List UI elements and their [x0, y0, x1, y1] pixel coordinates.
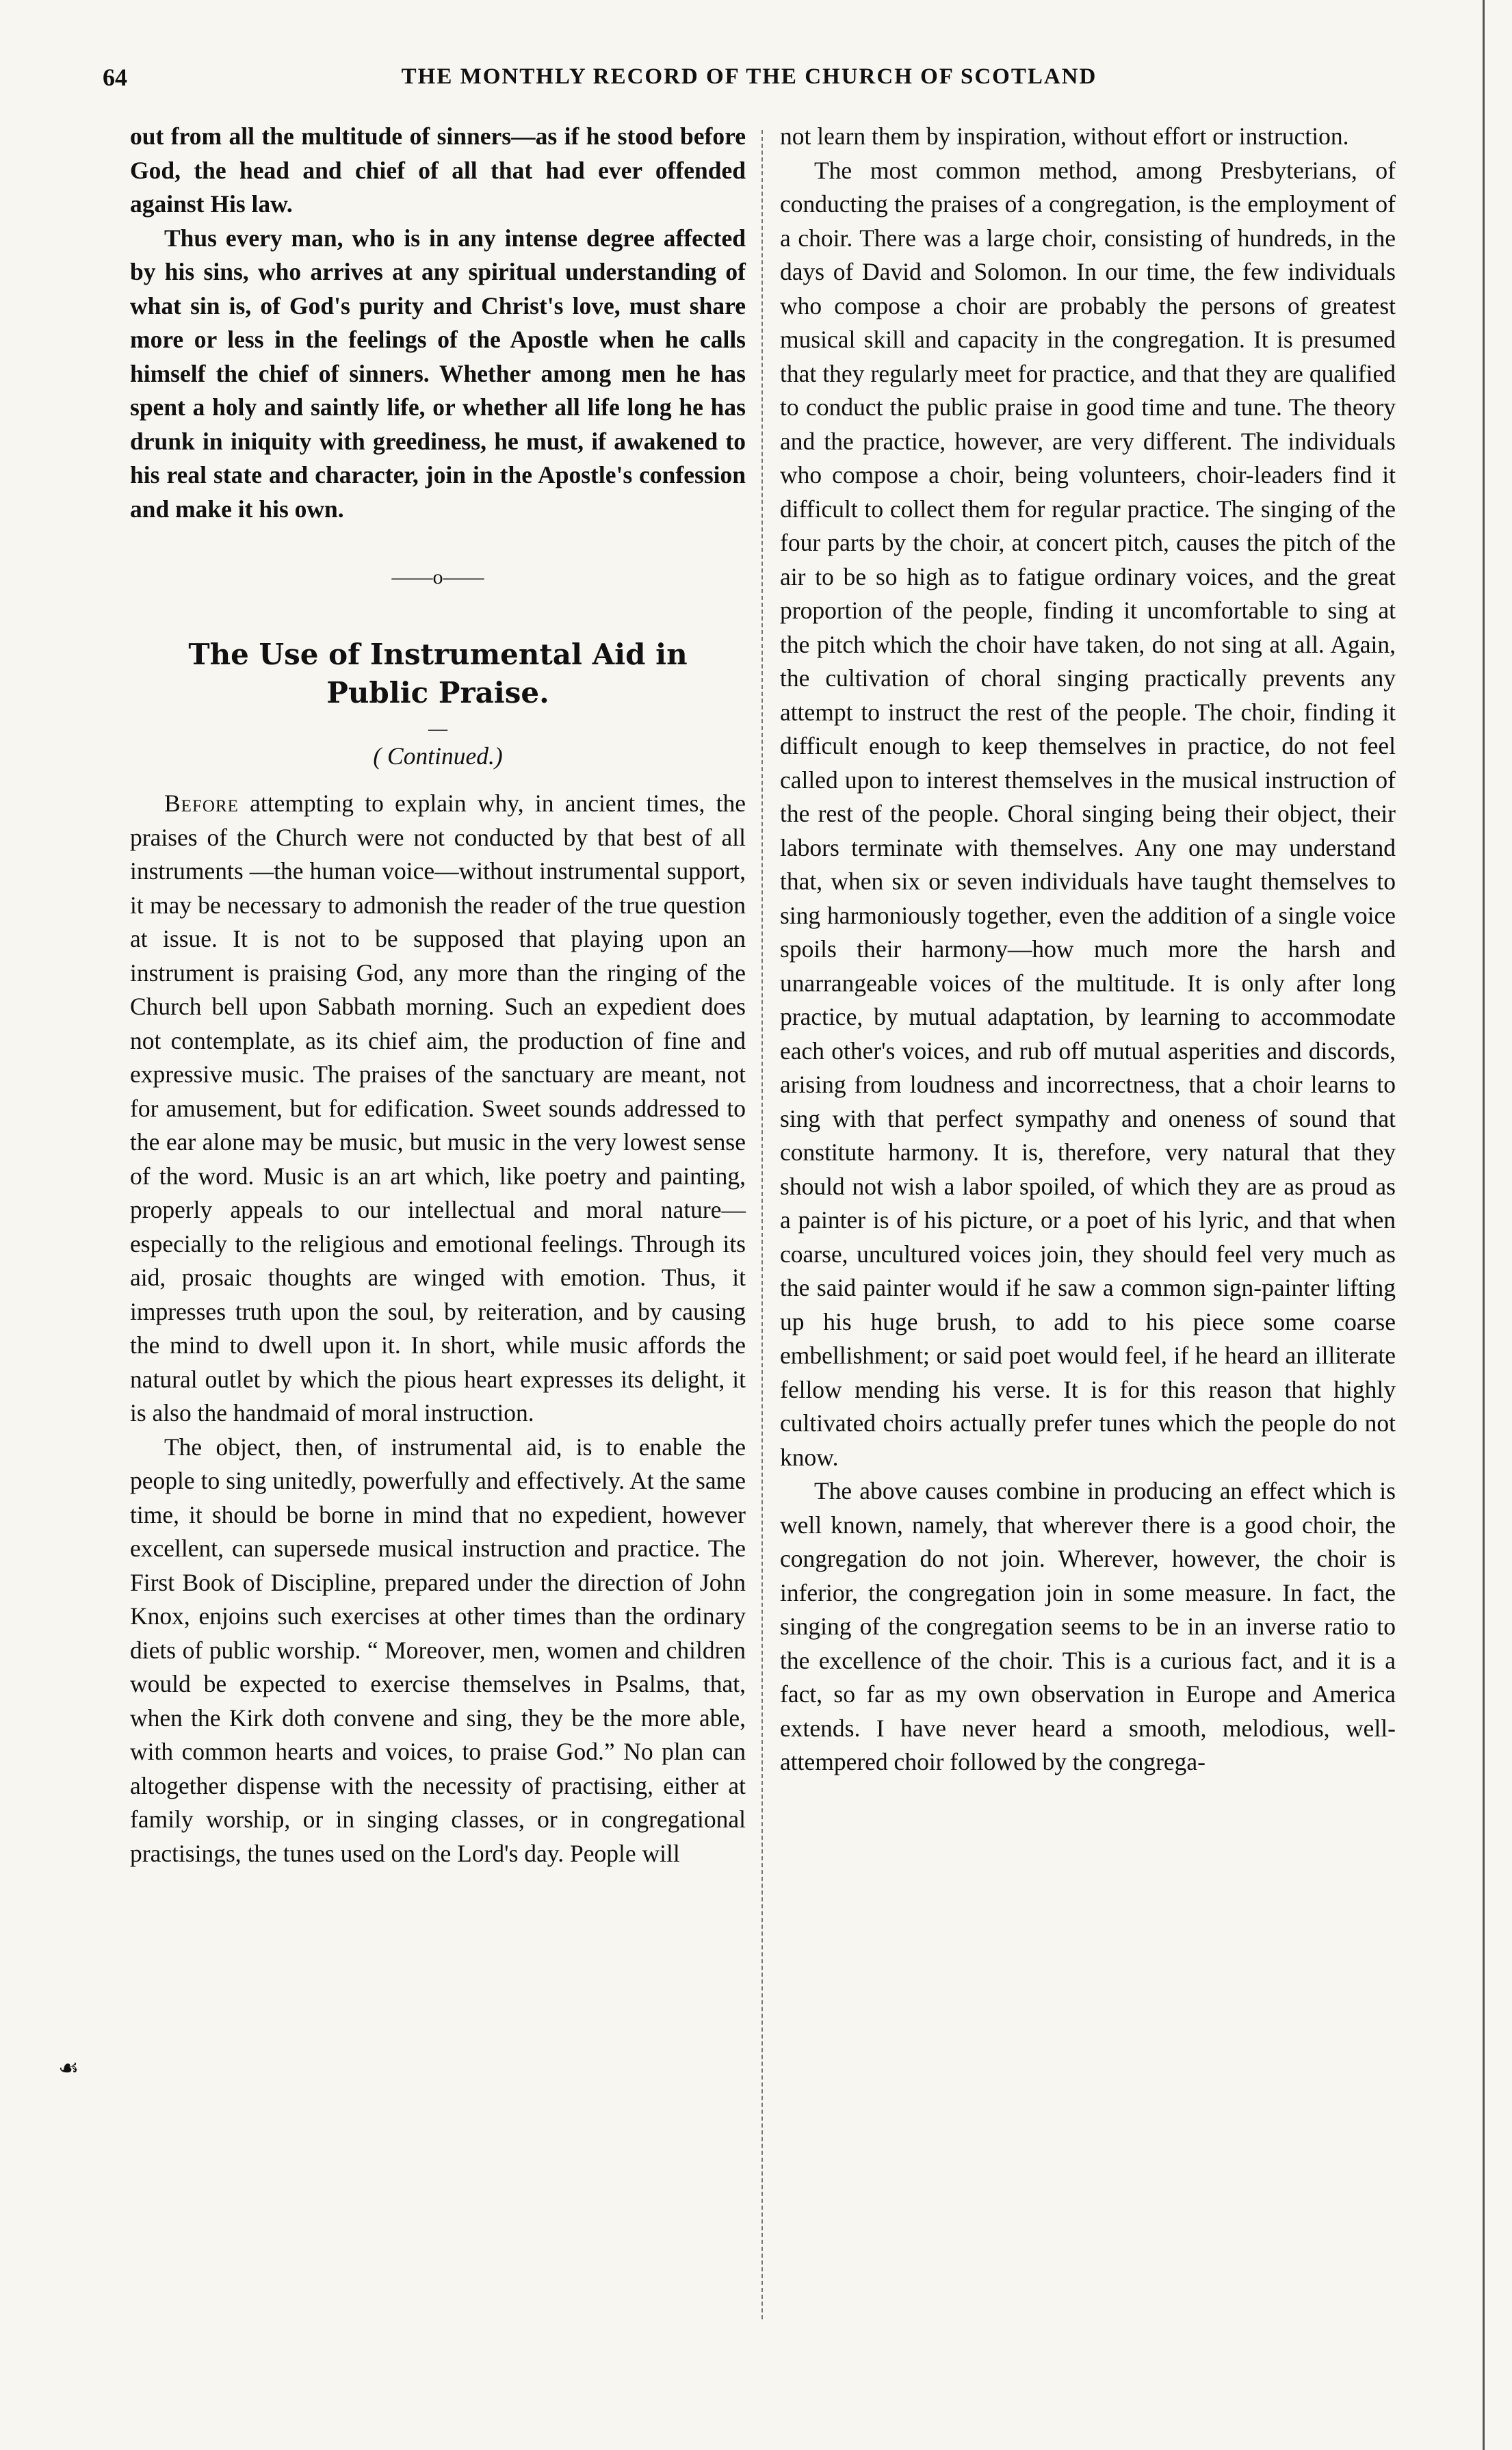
paragraph-text: attempting to explain why, in ancient times, the praises of the Church were not conducted by that best of all instruments —the human voice—without instrumental support, it may be necessary to admonish the reader of the true question at issue. It is not to be supposed that playing upon an instrument is praising God, any more than the ringing of the Church bell upon Sabbath morning. Such an expedient does not contemplate, as its chief aim, the production of fine and expressive music. The praises of the sanctuary are meant, not for amusement, but for edification. Sweet sounds addressed to the ear alone may be music, but music in the very lowest sense of the word. Music is an art which, like poetry and painting, properly appeals to our intellectual and moral nature—especially to the religious and emotional feelings. Through its aid, prosaic thoughts are winged with emotion. Thus, it impresses truth upon the soul, by reiteration, and by causing the mind to dwell upon it. In short, while music affords the natural outlet by which the pious heart expresses its delight, it is also the handmaid of moral instruction. [130, 790, 746, 1426]
article-title-line: The Use of Instrumental Aid in [188, 637, 688, 671]
right-column [780, 120, 1396, 1780]
page-header [103, 63, 1396, 104]
article-title [130, 636, 746, 712]
continued-note: ( Continued.) [373, 742, 503, 770]
paragraph: The above causes combine in producing an effect which is well known, namely, that wherever there is a good choir, the congregation do not join. Wherever, however, the choir is inferior, the congregation join in some measure. In fact, the singing of the congregation seems to be in an inverse ratio to the excellence of the choir. This is a curious fact, and it is a fact, so far as my own observation in Europe and America extends. I have never heard a smooth, melodious, well-attempered choir followed by the congrega- [780, 1477, 1396, 1775]
column-divider [761, 130, 763, 2319]
page-edge-line [1483, 0, 1485, 2450]
opening-word: Before [164, 790, 239, 817]
paragraph: The most common method, among Presbyterians, of conducting the praises of a congregation, is the employment of a choir. There was a large choir, consisting of hundreds, in the days of David and Solomon. In our time, the few individuals who compose a choir are probably the persons of greatest musical skill and capacity in the congregation. It is presumed that they regularly meet for practice, and that they are qualified to conduct the public praise in good time and tune. The theory and the practice, however, are very different. The individuals who compose a choir, being volunteers, choir-leaders find it difficult to collect them for regular practice. The singing of the four parts by the choir, at concert pitch, causes the pitch of the air to be so high as to fatigue ordinary voices, and the great proportion of the people, finding it uncomfortable to sing at the pitch which the choir have taken, do not sing at all. Again, the cultivation of choral singing practically prevents any attempt to instruct the rest of the people. The choir, finding it difficult enough to keep themselves in practice, do not feel called upon to interest themselves in the musical instruction of the rest of the people. Choral singing being their object, their labors terminate with themselves. Any one may understand that, when six or seven individuals have taught themselves to sing harmoniously together, even the addition of a single voice spoils their harmony—how much more the harsh and unarrangeable voices of the multitude. It is only after long practice, by mutual adaptation, by learning to accommodate each other's voices, and rub off mutual asperities and discords, arising from loudness and incorrectness, that a choir learns to sing with that perfect sympathy and oneness of sound that constitute harmony. It is, therefore, very natural that they should not wish a labor spoiled, of which they are as proud as a painter is of his picture, or a poet of his lyric, and that when coarse, uncultured voices join, they should feel very much as the said painter would if he saw a common sign-painter lifting up his huge brush, to add to his piece some coarse embellishment; or said poet would feel, if he heard an illiterate fellow mending his verse. It is for this reason that highly cultivated choirs actually prefer tunes which the people do not know. [780, 156, 1396, 1471]
left-column [130, 120, 746, 1871]
paragraph: not learn them by inspiration, without effort or instruction. [780, 122, 1349, 150]
title-rule: — [428, 718, 447, 740]
paragraph: The object, then, of instrumental aid, is to enable the people to sing unitedly, powerfully and effectively. At the same time, it should be borne in mind that no expedient, however excellent, can supersede musical instruction and practice. The First Book of Discipline, prepared under the direction of John Knox, enjoins such exercises at other times than the ordinary diets of public worship. “ Moreover, men, women and children would be expected to exercise themselves in Psalms, that, when the Kirk doth convene and sing, they be the more able, with common hearts and voices, to praise God.” No plan can altogether dispense with the necessity of practising, either at family worship, or in singing classes, or in congregational practisings, the tunes used on the Lord's day. People will [130, 1433, 746, 1867]
section-separator: ——o—— [391, 566, 484, 588]
paragraph: out from all the multitude of sinners—as if he stood before God, the head and chief of all that had ever offended against His law. [130, 122, 746, 218]
article-title-line: Public Praise. [326, 675, 549, 709]
margin-mark: ☙ [58, 2056, 79, 2081]
paragraph [130, 787, 746, 1431]
running-title: THE MONTHLY RECORD OF THE CHURCH OF SCOTLAND [401, 64, 1097, 89]
page-number: 64 [103, 64, 127, 91]
paragraph: Thus every man, who is in any intense degree affected by his sins, who arrives at any spiritual understanding of what sin is, of God's purity and Christ's love, must share more or less in the feelings of the Apostle when he calls himself the chief of sinners. Whether among men he has spent a holy and saintly life, or whether all life long he has drunk in iniquity with greediness, he must, if awakened to his real state and character, join in the Apostle's confession and make it his own. [130, 224, 746, 523]
